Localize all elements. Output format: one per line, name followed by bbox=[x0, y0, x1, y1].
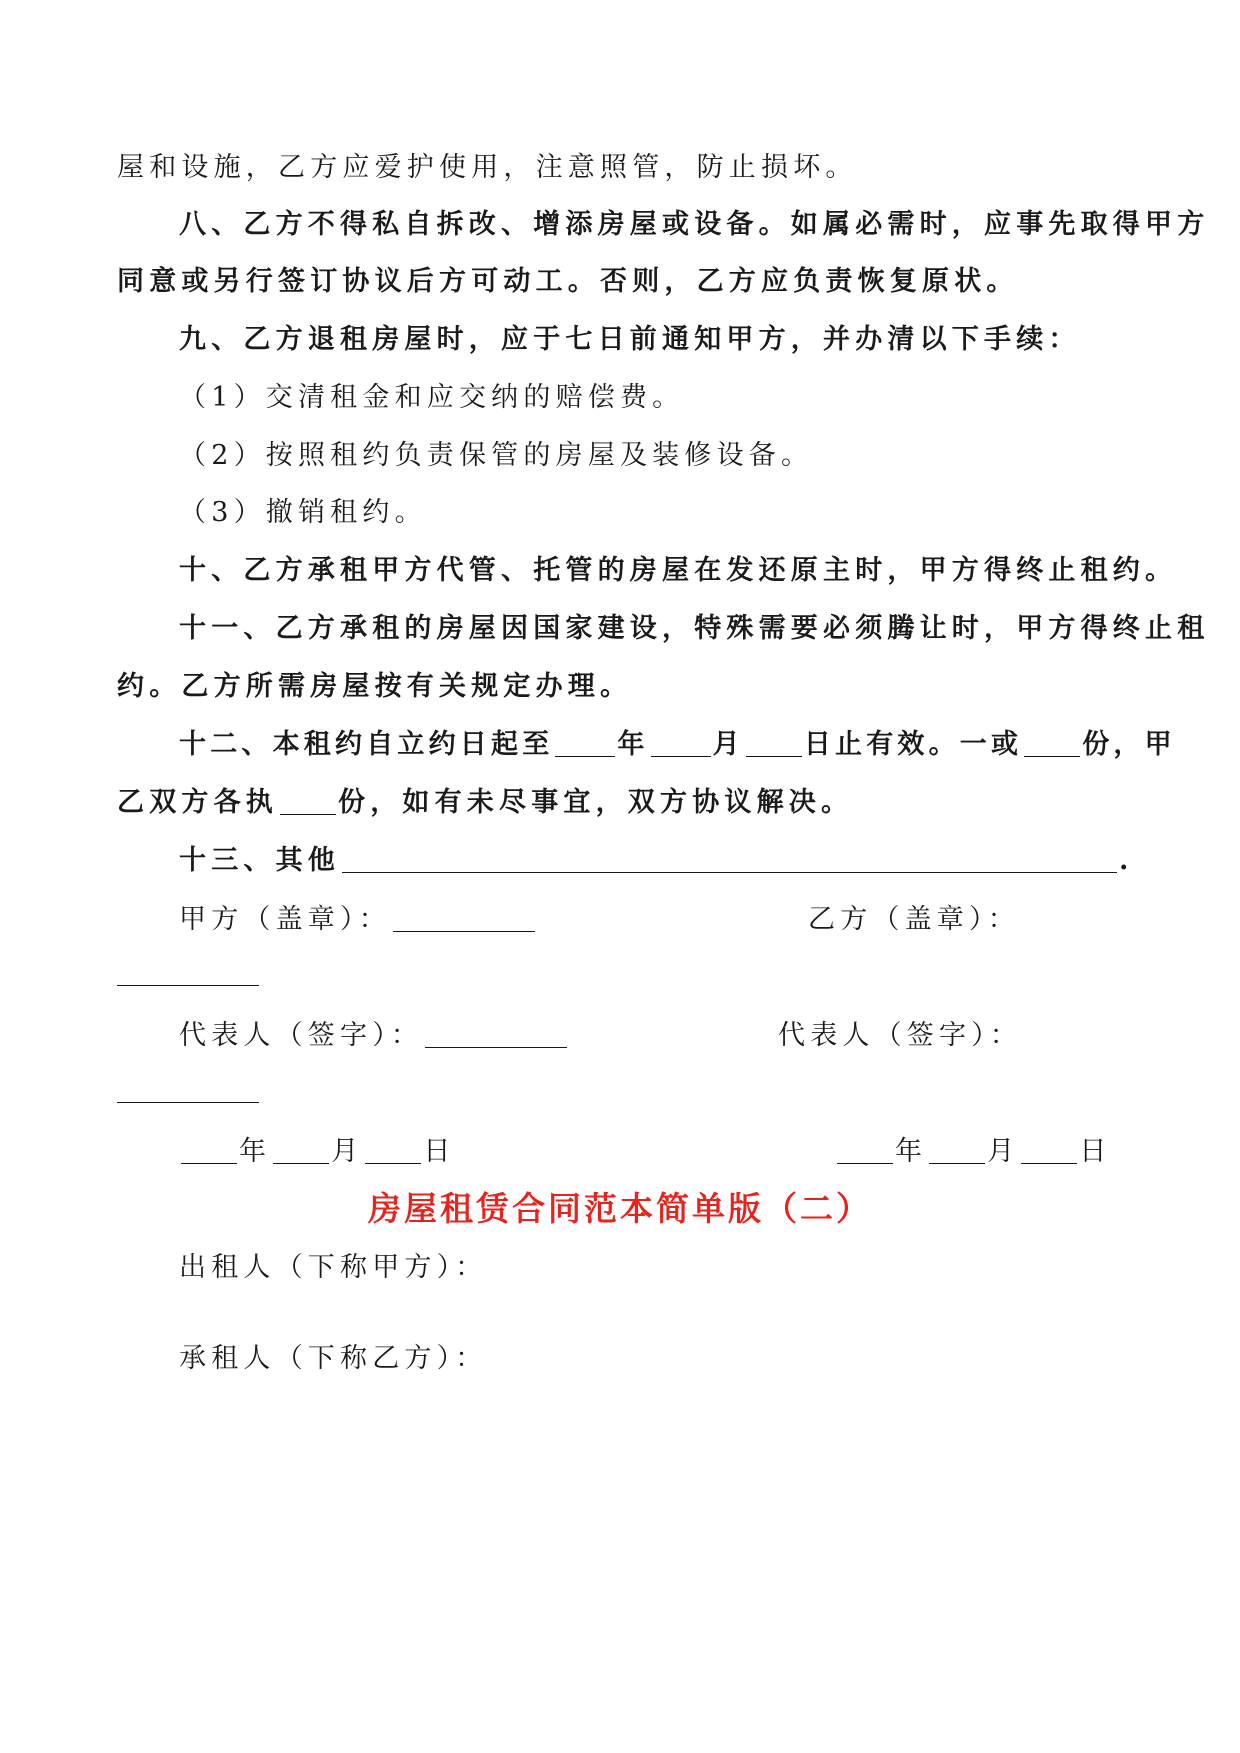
date-b-month-label: 月 bbox=[987, 1136, 1020, 1167]
party-a-seal-label: 甲方（盖章）： bbox=[179, 904, 391, 935]
rep-a-signature bbox=[179, 1018, 569, 1054]
clause-9-item-2: （2）按照租约负责保管的房屋及装修设备。 bbox=[179, 440, 814, 471]
date-b-day-label: 日 bbox=[1079, 1136, 1112, 1167]
clause-13-end: . bbox=[1119, 845, 1134, 876]
date-a-year-blank bbox=[181, 1137, 237, 1164]
party-a-seal bbox=[179, 902, 537, 938]
party-a-seal-blank bbox=[393, 905, 535, 932]
other-terms-blank bbox=[342, 846, 1117, 873]
section-2-title: 房屋租赁合同范本简单版（二） bbox=[368, 1189, 872, 1228]
date-b-year-blank bbox=[837, 1137, 893, 1164]
clause-13-label: 十三、其他 bbox=[179, 845, 340, 876]
month-label: 月 bbox=[712, 729, 744, 760]
clause-8-line-1: 八、乙方不得私自拆改、增添房屋或设备。如属必需时，应事先取得甲方 bbox=[179, 209, 1210, 240]
rep-a-blank bbox=[425, 1021, 567, 1048]
day-label: 日止有效。一或 bbox=[803, 729, 1023, 760]
clause-12-text-line-2-start: 乙双方各执 bbox=[117, 787, 278, 818]
clause-11-line-1: 十一、乙方承租的房屋因国家建设，特殊需要必须腾让时，甲方得终止租 bbox=[179, 613, 1210, 644]
clause-12-text-line-2-end: 份，如有未尽事宜，双方协议解决。 bbox=[338, 787, 854, 818]
lessor-label: 出租人（下称甲方）： bbox=[179, 1252, 488, 1283]
clause-12-line-2 bbox=[117, 785, 1127, 821]
rep-a-label: 代表人（签字）： bbox=[179, 1020, 424, 1051]
clause-9-item-3: （3）撤销租约。 bbox=[179, 497, 427, 528]
year-label: 年 bbox=[617, 729, 649, 760]
date-a-year-label: 年 bbox=[239, 1136, 272, 1167]
date-a bbox=[179, 1134, 456, 1170]
clause-8-line-2: 同意或另行签订协议后方可动工。否则，乙方应负责恢复原状。 bbox=[117, 266, 1019, 297]
clause-12-text-start: 十二、本租约自立约日起至 bbox=[179, 729, 554, 760]
date-a-month-label: 月 bbox=[331, 1136, 364, 1167]
date-a-month-blank bbox=[273, 1137, 329, 1164]
clause-10: 十、乙方承租甲方代管、托管的房屋在发还原主时，甲方得终止租约。 bbox=[179, 555, 1178, 586]
date-b-year-label: 年 bbox=[895, 1136, 928, 1167]
clause-9: 九、乙方退租房屋时，应于七日前通知甲方，并办清以下手续： bbox=[179, 324, 1081, 355]
clause-11-line-2: 约。乙方所需房屋按有关规定办理。 bbox=[117, 671, 633, 702]
party-b-seal-blank bbox=[117, 985, 259, 986]
lessee-label: 承租人（下称乙方）： bbox=[179, 1343, 488, 1374]
month-blank bbox=[651, 730, 711, 757]
rep-b-blank bbox=[117, 1102, 259, 1103]
paragraph-7-continuation: 屋和设施，乙方应爱护使用，注意照管，防止损坏。 bbox=[117, 152, 858, 183]
copies-label: 份，甲 bbox=[1082, 729, 1176, 760]
date-b-day-blank bbox=[1021, 1137, 1077, 1164]
rep-b-label: 代表人（签字）： bbox=[778, 1020, 1023, 1051]
party-b-seal-label: 乙方（盖章）： bbox=[808, 904, 1020, 935]
date-a-day-blank bbox=[365, 1137, 421, 1164]
date-b-month-blank bbox=[929, 1137, 985, 1164]
each-copies-blank bbox=[280, 788, 336, 815]
day-blank bbox=[746, 730, 802, 757]
clause-9-item-1: （1）交清租金和应交纳的赔偿费。 bbox=[179, 382, 685, 413]
clause-12-line-1 bbox=[179, 727, 1176, 763]
date-a-day-label: 日 bbox=[423, 1136, 456, 1167]
clause-13 bbox=[179, 843, 1134, 879]
date-b bbox=[835, 1134, 1112, 1170]
copies-blank bbox=[1024, 730, 1080, 757]
year-blank bbox=[555, 730, 615, 757]
